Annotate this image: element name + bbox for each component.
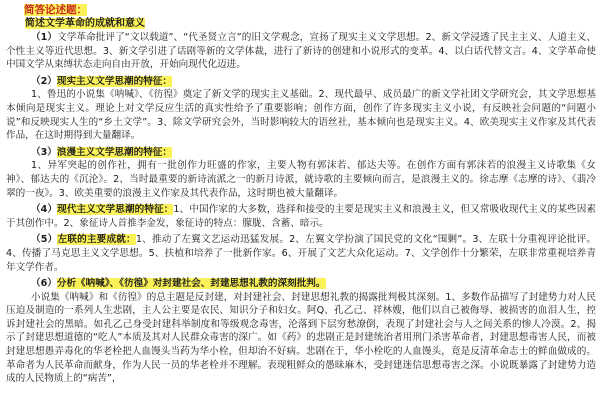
item-number: （3） bbox=[31, 146, 57, 158]
question-heading bbox=[6, 17, 596, 31]
answer-item-3 bbox=[6, 146, 596, 160]
item-body: 文学革命批评了“文以载道”、“代圣贤立言”的旧文学观念，宣扬了现实主义文学思想。2、新文学浸透了民主主义、人道主义、个性主义等近代思想。3、新文学引进了话剧等新的文学体裁，进行了新诗的创建和小说形式的变革。4、以白话代替文言。4、文学革命使中国文学从束缚状态走向自由开放，开始向现代化迈进。 bbox=[6, 32, 596, 71]
item-number: （2） bbox=[31, 75, 57, 87]
answer-item-2-body bbox=[6, 88, 596, 142]
item-title: 左联的主要成就： bbox=[57, 234, 136, 246]
item-number: （6） bbox=[31, 278, 57, 290]
item-number: （4） bbox=[31, 204, 58, 216]
item-body: 1、鲁迅的小说集《呐喊》、《彷徨》奠定了新文学的现实主义基础。2、现代最早、成员最广的新文学社团文学研究会，其文学思想基本倾向是现实主义。理论上对文学反应生活的真实性给予了重要影响；创作方面，创作了许多现实主义小说，有反映社会问题的“问题小说”和反映现实人生的“乡土文学”。3、除文学研究会外，当时影响较大的语丝社，基本倾向也是现实主义。4、欧美现实主义作家及其代表作品，在这时期得到大量翻译。 bbox=[6, 89, 596, 142]
answer-item-3-body bbox=[6, 159, 596, 200]
item-number: （5） bbox=[31, 234, 58, 246]
answer-item-2 bbox=[6, 75, 596, 89]
item-title: 浪漫主义文学思潮的特征： bbox=[56, 146, 172, 158]
item-body: 1、异军突起的创作社，拥有一批创作力旺盛的作家，主要人物有郭沫若、郁达夫等。在创作方面有郭沫若的浪漫主义诗歌集《女神》、郁达夫的《沉沦》。2、当时最重要的新诗流派之一的新月诗派，就诗歌的主要倾向而言，是浪漫主义的。徐志摩《志摩的诗》、《翡冷翠的一夜》。3、欧美重要的浪漫主义作家及其代表作品，这时期也被大量翻译。 bbox=[6, 160, 596, 199]
item-body: 1、推动了左翼文艺运动迅猛发展。2、左翼文学扮演了国民党的文化“围剿”。3、左联十分重视评论批评。4、传播了马克思主义文学思想。5、扶植和培养了一批新作家。6、开展了文艺大众化运动。7、文学创作十分繁荣，左联非常重视培养青年文学作者。 bbox=[6, 234, 596, 273]
question-heading-text: 简述文学革命的成就和意义 bbox=[25, 18, 145, 29]
answer-item-4 bbox=[6, 203, 596, 230]
section-title-text: 简答论述题： bbox=[24, 4, 87, 16]
item-body: 小说集《呐喊》和《彷徨》的总主题是反封建，对封建社会、封建思想礼教的揭露批判极其深刻。1、多数作品描写了封建势力对人民压迫及制造的一系列人生悲剧，主人公主要是农民、知识分子和妇女。阿Q、孔乙己、祥林嫂，他们以自己被侮辱、被损害的血泪人生，控诉封建社会的黑暗。如孔乙己身受封建科举制度和等级观念毒害，沦落到下层穷愁潦倒，表现了封建社会与人之间关系的惨人冷漠。2、揭示了封建思想道德的“吃人”本质及其对人民群众毒害的深广。如《药》的悲剧正是封建统治者用刑门杀害革命者，封建思想毒害人民，而被封建思想愚弄毒化的华老栓把人血馒头当药为华小栓，但却治不好病。悲剧在于，华小栓吃的人血馒头，竟是反清革命志士的鲜血做成的。革命者为人民革命而献身，作为人民一员的华老栓并不理解。表现粗鲜众的愚昧麻木，受封建迷信思想毒害之深。小说既暴露了封建势力造成的人民物质上的“病苦”， bbox=[6, 291, 596, 385]
answer-item-5 bbox=[6, 233, 596, 274]
section-title bbox=[6, 3, 596, 17]
answer-item-1 bbox=[6, 31, 596, 72]
item-body: 1、中国作家的大多数，选择和接受的主要是现实主义和浪漫主义，但又常吸收现代主义的某些因素于其创作中。2、象征诗人首推李金发，象征诗的特点：朦胧、含蓄、暗示。 bbox=[6, 204, 596, 229]
item-number: （1） bbox=[31, 32, 58, 43]
answer-item-6-body bbox=[6, 291, 596, 386]
answer-item-6 bbox=[6, 277, 596, 291]
item-title: 分析《呐喊》、《彷徨》对封建社会、封建思想礼教的深刻批判。 bbox=[56, 278, 326, 290]
item-title: 现代主义文学思潮的特征： bbox=[57, 204, 174, 216]
item-title: 现实主义文学思潮的特征： bbox=[56, 75, 172, 87]
